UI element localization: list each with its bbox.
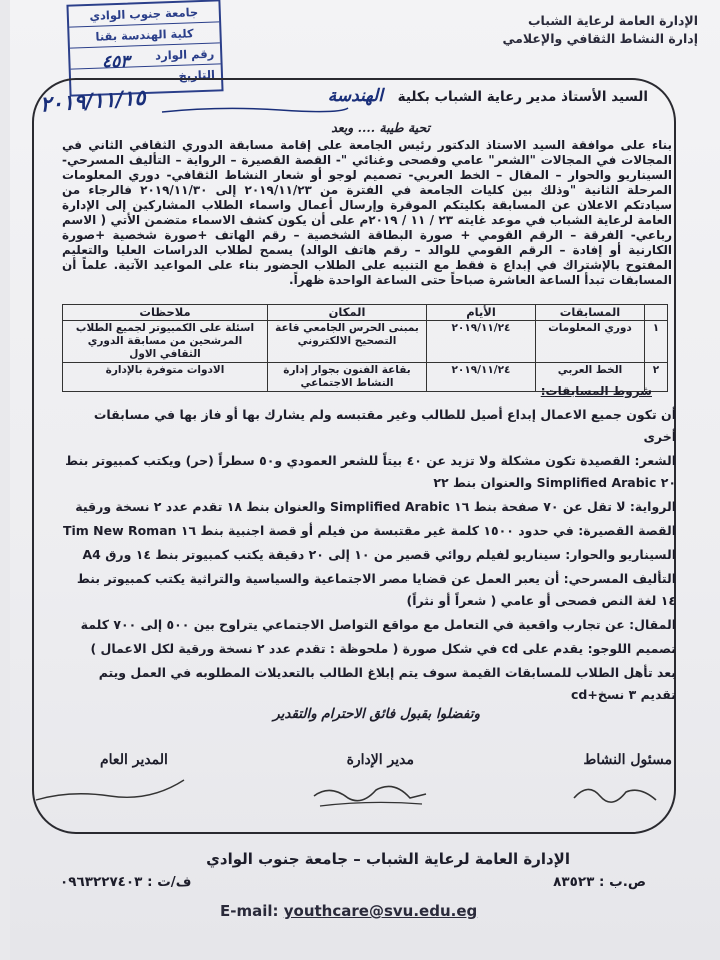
signature-general-manager: المدير العام bbox=[100, 752, 168, 768]
table-cell: الادوات متوفرة بالإدارة bbox=[63, 363, 268, 392]
stamp-university: جامعة جنوب الوادي bbox=[69, 1, 220, 27]
greeting: تحية طيبة .... وبعد bbox=[331, 120, 430, 135]
handwritten-number: ٤٥٣ bbox=[102, 52, 130, 72]
table-cell: دوري المعلومات bbox=[536, 321, 645, 363]
addressee-line bbox=[328, 86, 648, 106]
condition-item: الرواية: لا تقل عن ٧٠ صفحة بنط ١٦ Simplified Arabic والعنوان بنط ١٨ تقدم عدد ٢ نسخة ورقية bbox=[75, 499, 676, 514]
table-cell: اسئلة على الكمبيوتر لجميع الطلاب المرشحين من مسابقة الدوري الثقافي الاول bbox=[63, 321, 268, 363]
table-cell: الخط العربي bbox=[536, 363, 645, 392]
intro-paragraph: بناء على موافقة السيد الاستاذ الدكتور رئيس الجامعة على إقامة مسابقة الدوري الثقافي الثاني في المجالات في المجالات "الشعر" عامي وفصحى وغنائي "- القصة القصيرة – الرواية – التأليف المسرحي- السيناريو والحوار – المقال – الخط العربي- تصميم لوجو أو شعار النشاط الثقافي- دوري المعلومات المرحلة الثانية "وذلك بين كليات الجامعة في الفترة من ٢٠١٩/١١/٢٣ إلى ٢٠١٩/١١/٣٠ فالرجاء من سيادتكم الاعلان عن المسابقة بكليتكم الموقرة وإرسال أعمال واسماء الطلاب المشاركين إلى الإدارة العامة لرعاية الشباب في موعد غايته ٢٣ / ١١ / ٢٠١٩م على أن يكون كشف الاسماء متضمن الأتي ( الاسم رباعي- الفرقة – الرقم القومي + صورة البطاقة الشخصية – رقم الهاتف +صورة شخصية +صورة الكارنية أو إفادة – الرقم القومي للوالد – رقم هاتف الوالد) يسمح لطلاب الدراسات العليا والتعليم المفتوح بالإشتراك في إبداع ة فقط مع التنبيه على الطلاب الحضور بناء على المواعيد الآتية. علماً أن المسابقات تبدأ الساعة العاشرة صباحاً حتى الساعة الواحدة ظهراً. bbox=[62, 138, 672, 287]
header-department: إدارة النشاط الثقافي والإعلامي bbox=[502, 31, 698, 46]
closing-line: وتفضلوا بقبول فائق الاحترام والتقدير bbox=[273, 706, 480, 722]
handwritten-signature-manager bbox=[310, 778, 430, 810]
header-directorate: الإدارة العامة لرعاية الشباب bbox=[527, 13, 698, 28]
footer-po-box: ص.ب : ٨٣٥٢٣ bbox=[553, 874, 646, 890]
footer-fax: ف/ت : ٠٩٦٣٢٢٧٤٠٣ bbox=[60, 874, 192, 890]
footer-organization: الإدارة العامة لرعاية الشباب – جامعة جنوب الوادي bbox=[206, 850, 570, 868]
condition-item: الشعر: القصيدة تكون مشكلة ولا تزيد عن ٤٠ بيتاً للشعر العمودي و٥٠ سطراً (حر) ويكتب كمبيوتر بنط ٢٠ Simplified Arabic والعنوان بنط ٢٢ bbox=[65, 453, 676, 490]
handwritten-signature-general bbox=[30, 770, 190, 810]
table-cell: ١ bbox=[645, 321, 668, 363]
table-cell: بمبنى الحرس الجامعي قاعة التصحيح الالكتروني bbox=[268, 321, 427, 363]
table-header-notes: ملاحظات bbox=[63, 305, 268, 321]
stamp-date: التاريخ bbox=[178, 67, 216, 83]
signature-department-manager: مدير الإدارة bbox=[346, 752, 414, 768]
table-header-place: المكان bbox=[268, 305, 427, 321]
stamp-incoming-number: رقم الوارد bbox=[70, 43, 221, 69]
condition-item: السيناريو والحوار: سيناريو لفيلم روائي قصير من ١٠ إلى ٢٠ دقيقة يكتب كمبيوتر بنط ١٤ ورق A4 bbox=[82, 547, 676, 562]
table-header-row bbox=[63, 305, 668, 321]
stamp-faculty: كلية الهندسة بقنا bbox=[69, 22, 220, 48]
handwritten-underline bbox=[160, 104, 350, 116]
conditions-list bbox=[62, 404, 676, 708]
handwritten-date: ٢٠١٩/١١/١٥ bbox=[39, 84, 147, 117]
condition-item: أن تكون جميع الاعمال إبداع أصيل للطالب وغير مقتبسه ولم يشارك بها أو فاز بها في مسابقات أخرى bbox=[93, 407, 676, 444]
table-cell: بقاعة الفنون بجوار إدارة النشاط الاجتماعي bbox=[268, 363, 427, 392]
condition-item: التأليف المسرحي: أن يعبر العمل عن قضايا مصر الاجتماعية والسياسية والتراثية يكتب كمبيوتر بنط ١٤ لغة النص فصحى أو عامي ( شعراً أو نثراً) bbox=[76, 571, 676, 608]
condition-item: بعد تأهل الطلاب للمسابقات القيمة سوف يتم إبلاغ الطالب بالتعديلات المطلوبه في العمل ويتم تقديم ٣ نسخ+cd bbox=[98, 665, 676, 702]
handwritten-faculty: الهندسة bbox=[327, 86, 383, 106]
letter-page bbox=[10, 0, 720, 960]
signature-activity-officer: مسئول النشاط bbox=[583, 752, 672, 768]
table-header-competitions: المسابقات bbox=[536, 305, 645, 321]
condition-item: المقال: عن تجارب واقعية في التعامل مع مواقع التواصل الاجتماعي يتراوح بين ٥٠٠ إلى ٧٠٠ كلمة bbox=[80, 617, 676, 632]
footer-email bbox=[220, 902, 477, 920]
competitions-table bbox=[62, 304, 668, 392]
table-cell: ٢٠١٩/١١/٢٤ bbox=[427, 363, 536, 392]
table-cell: ٢٠١٩/١١/٢٤ bbox=[427, 321, 536, 363]
conditions-title: شروط المسابقات: bbox=[540, 384, 652, 398]
email-label: E-mail: bbox=[220, 902, 279, 920]
handwritten-signature-activity bbox=[570, 778, 660, 808]
addressee-text: السيد الأستاذ مدير رعاية الشباب بكلية bbox=[397, 89, 648, 105]
condition-item: تصميم اللوجو: يقدم على cd في شكل صورة ( ملحوظة : تقدم عدد ٢ نسخة ورقية لكل الاعمال ) bbox=[90, 641, 676, 656]
condition-item: القصة القصيرة: في حدود ١٥٠٠ كلمة غير مقتبسة من فيلم أو قصة اجنبية بنط ١٦ Tim New Roman bbox=[62, 523, 676, 538]
table-header-days: الأيام bbox=[427, 305, 536, 321]
email-link[interactable]: youthcare@svu.edu.eg bbox=[283, 902, 478, 920]
table-cell: ٢ bbox=[645, 363, 668, 392]
letter-header bbox=[503, 12, 698, 48]
table-row bbox=[63, 321, 668, 363]
table-header-number bbox=[645, 305, 668, 321]
